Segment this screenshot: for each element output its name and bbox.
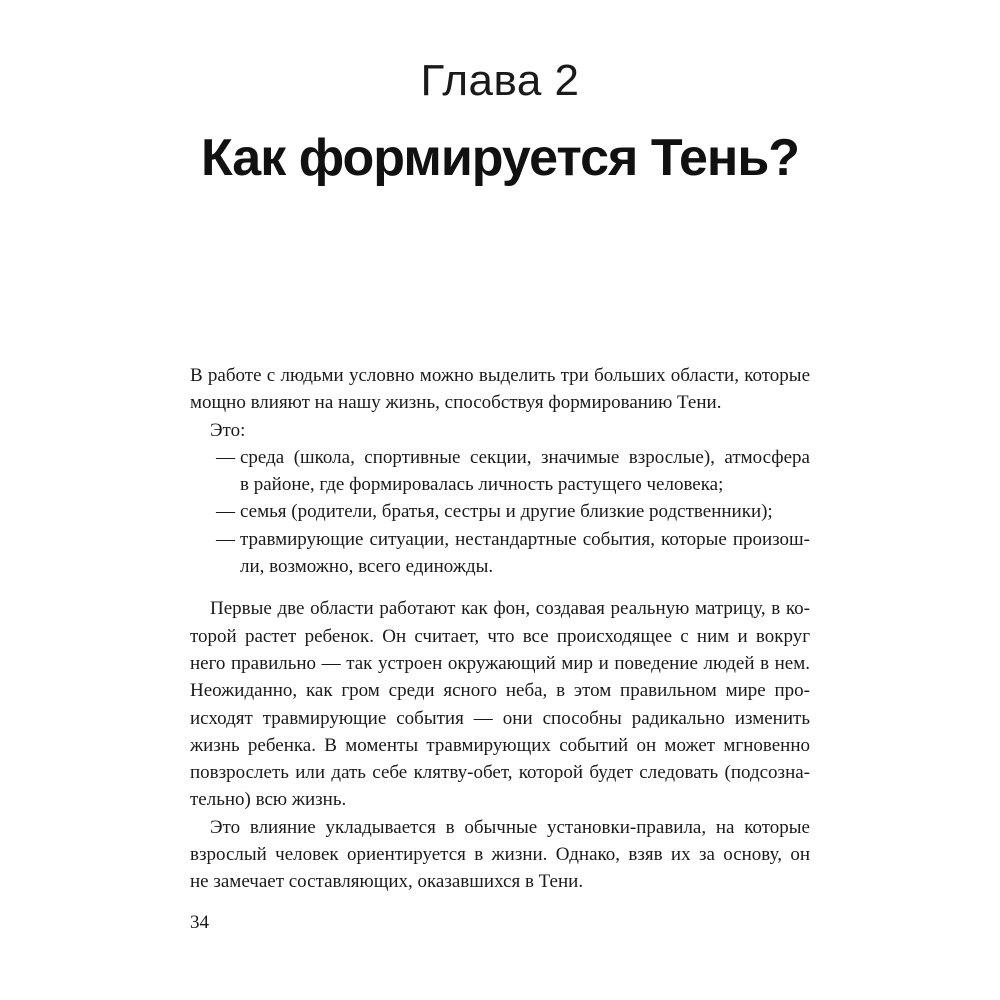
paragraph-line: тельно) всю жизнь. <box>190 789 347 811</box>
list-item-continuation: ли, возможно, всего единожды. <box>240 556 494 578</box>
paragraph-line: В работе с людьми условно можно выделить три больших области, которые <box>190 365 810 386</box>
paragraph-line: жизнь ребенка. В моменты травмирующих событий он может мгновенно <box>190 734 810 756</box>
paragraph-line: Неожиданно, как гром среди ясного неба, в этом правильном мире про- <box>190 680 810 702</box>
chapter-title: Как формируется Тень? <box>200 129 800 187</box>
paragraph-line: Это влияние укладывается в обычные установки-правила, на которые <box>210 816 810 838</box>
list-item-text: среда (школа, спортивные секции, значимые взрослые), атмосфера <box>240 446 810 468</box>
list-dash: — <box>216 528 235 550</box>
chapter-number: Глава 2 <box>420 56 580 105</box>
paragraph-line: исходят травмирующие события — они способны радикально изменить <box>190 707 810 729</box>
list-item-continuation: в районе, где формировалась личность растущего человека; <box>240 474 724 496</box>
paragraph-line: торой растет ребенок. Он считает, что все происходящее с ним и вокруг <box>190 625 810 647</box>
paragraph-line: мощно влияют на нашу жизнь, способствуя формированию Тени. <box>190 392 722 414</box>
list-item-text: травмирующие ситуации, нестандартные события, которые произош- <box>240 528 810 550</box>
list-item <box>190 444 810 471</box>
list-item-text: семья (родители, братья, сестры и другие близкие родственники); <box>240 501 773 523</box>
paragraph-line: Первые две области работают как фон, создавая реальную матрицу, в ко- <box>210 598 810 620</box>
paragraph-line: него правильно — так устроен окружающий мир и поведение людей в нем. <box>190 652 810 674</box>
page-number: 34 <box>190 912 209 933</box>
list-dash: — <box>216 501 235 523</box>
list-item <box>190 498 810 525</box>
list-intro: Это: <box>210 419 246 441</box>
list-dash: — <box>216 446 235 468</box>
body-text <box>190 362 810 896</box>
list-item <box>190 526 810 553</box>
paragraph-line: повзрослеть или дать себе клятву-обет, которой будет следовать (подсозна- <box>190 762 810 784</box>
paragraph-line: не замечает составляющих, оказавшихся в Тени. <box>190 871 584 893</box>
paragraph-line: взрослый человек ориентируется в жизни. Однако, взяв их за основу, он <box>190 844 810 866</box>
paragraph-gap <box>190 580 810 595</box>
